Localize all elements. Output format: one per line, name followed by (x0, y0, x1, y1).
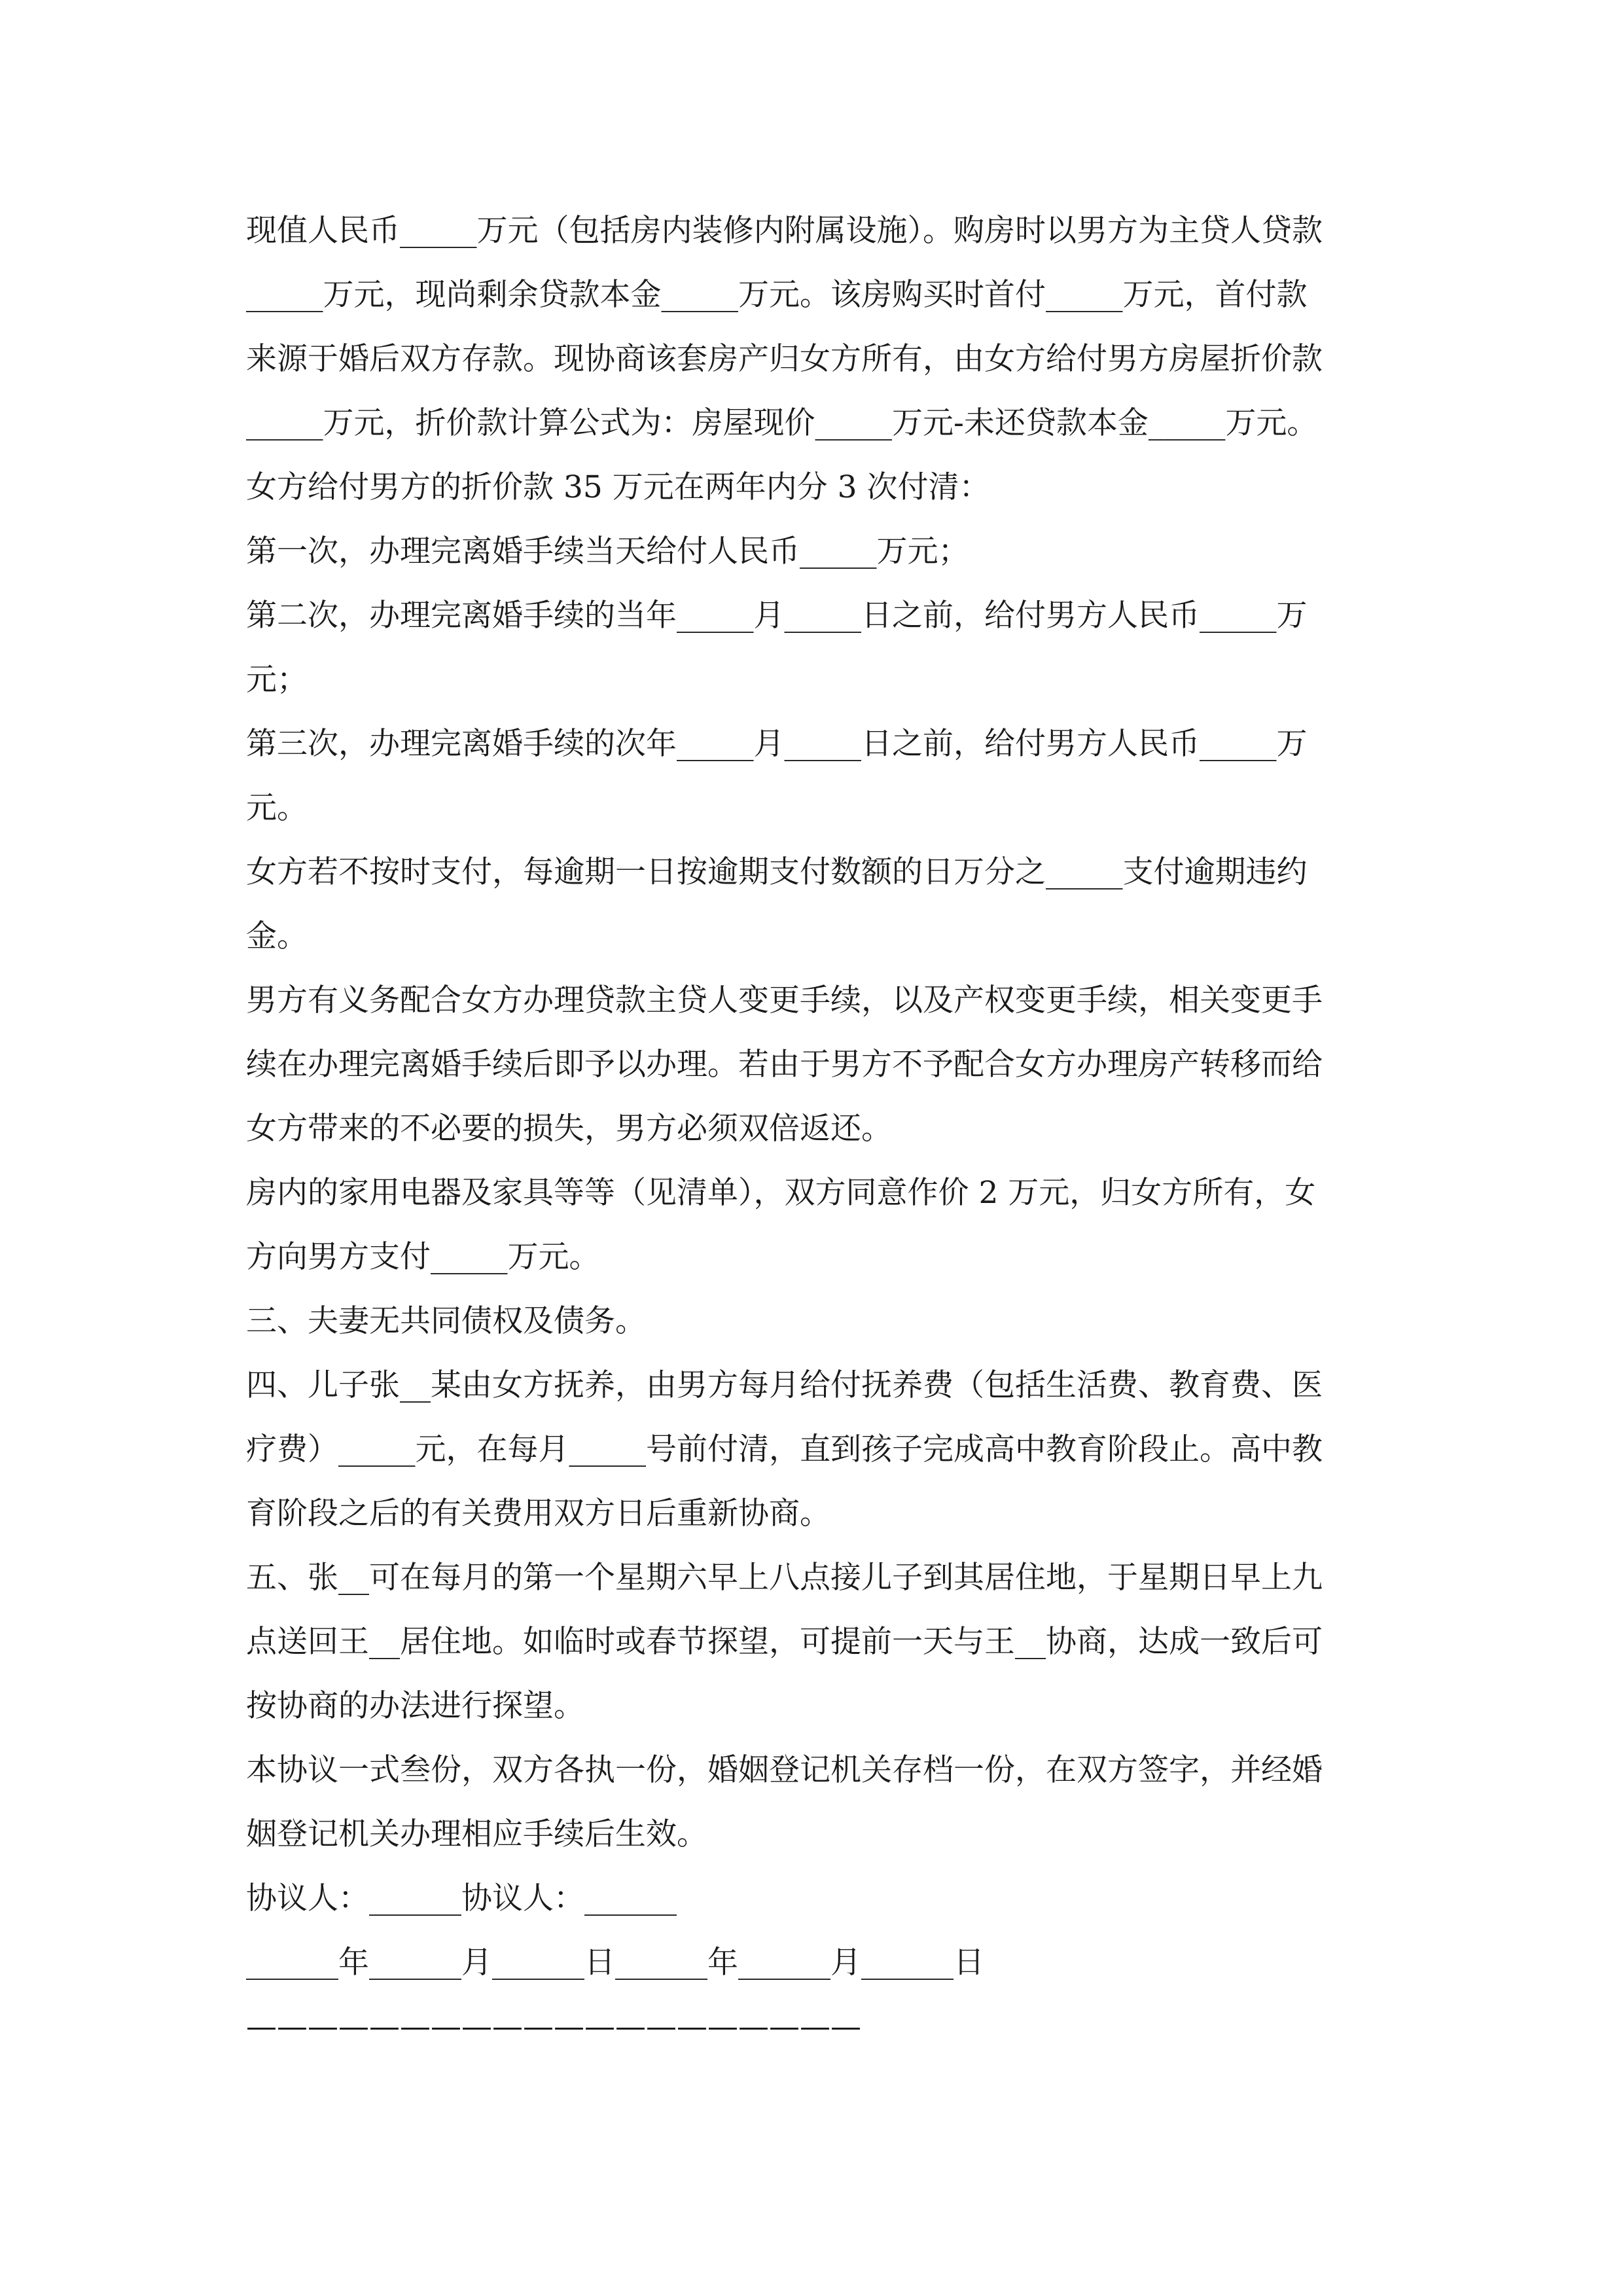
section-heading-4: 四、儿子张__某由女方抚养，由男方每月给付抚养费（包括生活费、教育费、医 (246, 1367, 1323, 1403)
text-line: 元。 (246, 790, 308, 826)
text-line: 育阶段之后的有关费用双方日后重新协商。 (246, 1496, 830, 1532)
text-line: 方向男方支付_____万元。 (246, 1239, 600, 1275)
text-line: 女方带来的不必要的损失，男方必须双倍返还。 (246, 1111, 892, 1147)
text-line: _____万元，现尚剩余贷款本金_____万元。该房购买时首付_____万元，首付款 (246, 277, 1308, 313)
text-line: 第三次，办理完离婚手续的次年_____月_____日之前，给付男方人民币_____万 (246, 726, 1308, 762)
text-line: 疗费）_____元，在每月_____号前付清，直到孩子完成高中教育阶段止。高中教 (246, 1431, 1323, 1467)
separator-rule: ———————————————————— (246, 2009, 861, 2045)
text-line: 点送回王__居住地。如临时或春节探望，可提前一天与王__协商，达成一致后可 (246, 1624, 1323, 1660)
text-line: _____万元，折价款计算公式为：房屋现价_____万元-未还贷款本金_____万元。 (246, 405, 1318, 441)
agreement-text-block (246, 211, 1398, 2071)
text-line: 女方若不按时支付，每逾期一日按逾期支付数额的日万分之_____支付逾期违约 (246, 854, 1308, 890)
text-line: 第二次，办理完离婚手续的当年_____月_____日之前，给付男方人民币_____万 (246, 598, 1308, 634)
text-line: 男方有义务配合女方办理贷款主贷人变更手续，以及产权变更手续，相关变更手 (246, 982, 1323, 1018)
text-line: 元； (246, 662, 308, 698)
text-line: 续在办理完离婚手续后即予以办理。若由于男方不予配合女方办理房产转移而给 (246, 1047, 1323, 1083)
text-line: 姻登记机关办理相应手续后生效。 (246, 1816, 707, 1852)
text-line: 本协议一式叁份，双方各执一份，婚姻登记机关存档一份，在双方签字，并经婚 (246, 1752, 1323, 1788)
text-line: 按协商的办法进行探望。 (246, 1688, 584, 1724)
date-line: ______年______月______日______年______月______日 (246, 1945, 984, 1981)
text-line: 房内的家用电器及家具等等（见清单），双方同意作价 2 万元，归女方所有，女 (246, 1175, 1316, 1211)
section-heading-3: 三、夫妻无共同债权及债务。 (246, 1303, 646, 1339)
text-line: 现值人民币_____万元（包括房内装修内附属设施）。购房时以男方为主贷人贷款 (246, 213, 1323, 249)
text-line: 来源于婚后双方存款。现协商该套房产归女方所有，由女方给付男方房屋折价款 (246, 341, 1323, 377)
signature-line: 协议人：______协议人：______ (246, 1880, 677, 1916)
section-heading-5: 五、张__可在每月的第一个星期六早上八点接儿子到其居住地，于星期日早上九 (246, 1560, 1323, 1596)
text-line: 女方给付男方的折价款 35 万元在两年内分 3 次付清： (246, 469, 990, 505)
text-line: 金。 (246, 918, 308, 954)
text-line: 第一次，办理完离婚手续当天给付人民币_____万元； (246, 533, 969, 569)
